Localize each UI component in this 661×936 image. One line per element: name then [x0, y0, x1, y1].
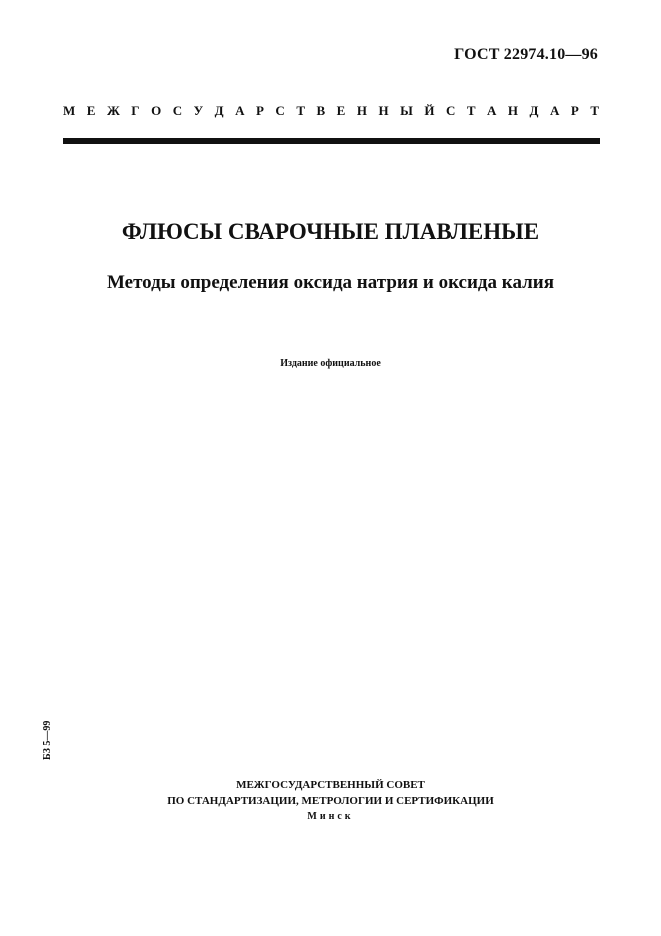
publisher-line-1: МЕЖГОСУДАРСТВЕННЫЙ СОВЕТ: [236, 779, 425, 791]
margin-code: БЗ 5—99: [42, 720, 53, 760]
series-title: М Е Ж Г О С У Д А Р С Т В Е Н Н Ы Й С Т А Н Д А Р Т: [63, 103, 599, 118]
document-subtitle: Методы определения оксида натрия и оксида калия: [106, 272, 554, 293]
document-title: ФЛЮСЫ СВАРОЧНЫЕ ПЛАВЛЕНЫЕ: [121, 219, 540, 244]
header-rule: [63, 138, 600, 144]
publisher-block: [0, 777, 661, 825]
publisher-city: Минск: [307, 811, 354, 822]
publisher-line-2: ПО СТАНДАРТИЗАЦИИ, МЕТРОЛОГИИ И СЕРТИФИКАЦИИ: [167, 795, 494, 807]
edition-note: Издание официальное: [280, 358, 381, 369]
standard-number: ГОСТ 22974.10—96: [454, 46, 598, 63]
